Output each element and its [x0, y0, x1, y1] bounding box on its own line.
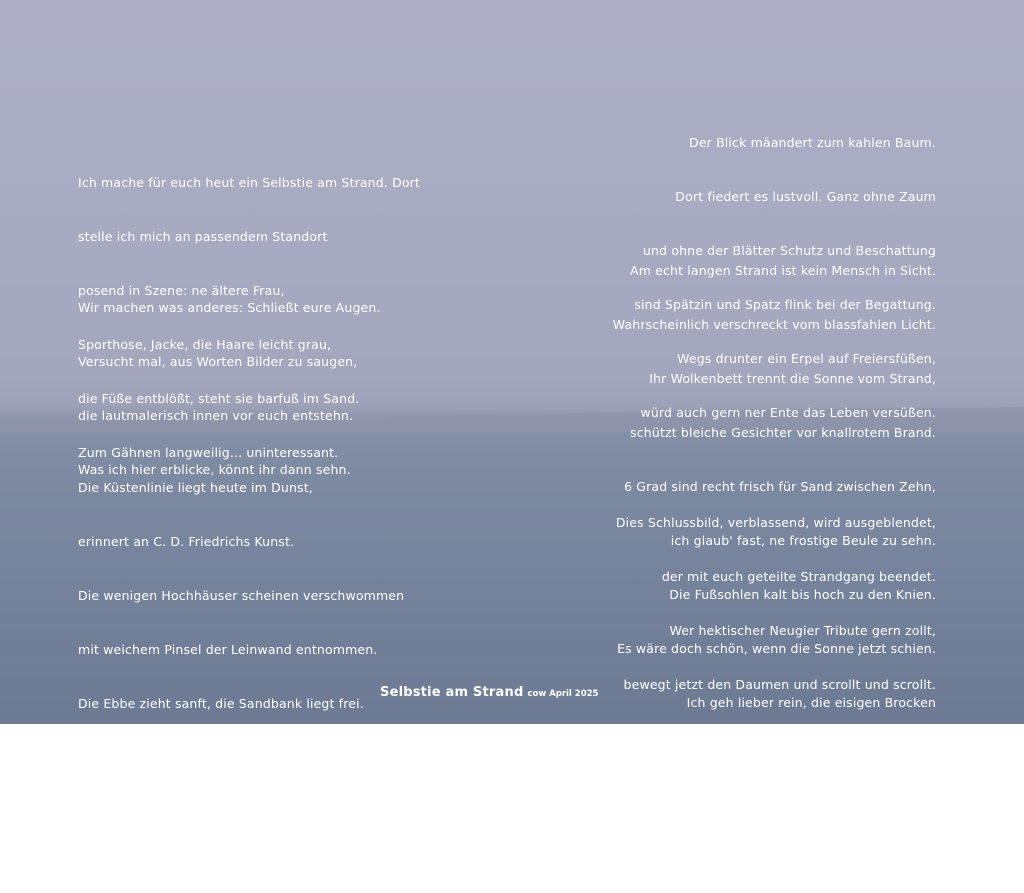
poem-title: Selbstie am Strand [380, 685, 524, 700]
poem-line: Die Küstenlinie liegt heute im Dunst, [78, 480, 313, 495]
poem-line: brauchen Heißwasser und wärmende Socken. [644, 749, 936, 764]
poem-line: 6 Grad sind recht frisch für Sand zwischen Zehn, [624, 479, 936, 494]
poem-line: erinnert an C. D. Friedrichs Kunst. [78, 534, 295, 549]
poem-line: die Möwe von oben den Algensalat, [78, 804, 306, 819]
poem-line: und ohne der Blätter Schutz und Beschattung [642, 243, 936, 258]
poem-line: Wer hektischer Neugier Tribute gern zollt, [669, 623, 936, 638]
poem-line: Versucht mal, aus Worten Bilder zu saugen, [78, 354, 358, 369]
poem-line: Der Blick mäandert zum kahlen Baum. [689, 135, 936, 150]
footer [380, 681, 598, 700]
poem-line: die Füße entblößt, steht sie barfuß im Sand. [78, 391, 360, 406]
poem-line: Die Ebbe zieht sanft, die Sandbank liegt frei. [78, 696, 364, 711]
poem-stanza [78, 443, 404, 893]
poem-line: posend in Szene: ne ältere Frau, [78, 283, 285, 298]
poem-line: Wegs drunter ein Erpel auf Freiersfüßen, [677, 351, 936, 366]
poem-line: stelle ich mich an passendem Standort [78, 229, 328, 244]
poem-line: Die wenigen Hochhäuser scheinen verschwommen [78, 588, 405, 603]
poem-line: schützt bleiche Gesichter vor knallrotem Brand. [630, 425, 936, 440]
poem-line: Was ich hier erblicke, könnt ihr dann sehn. [78, 462, 351, 477]
poem-line: bewegt jetzt den Daumen und scrollt und scrollt. [623, 677, 936, 692]
poem-stanza [616, 478, 936, 820]
poem-line: ich glaub' fast, ne frostige Beule zu sehn. [670, 533, 936, 548]
poem-line: die lautmalerisch innen vor euch entstehn. [78, 408, 354, 423]
poem-line: Ihr Wolkenbett trennt die Sonne vom Strand, [649, 371, 936, 386]
poem-line: Wer nicht, lässt nach diesem Belangloses-Teilen [630, 731, 936, 746]
poem-line: Zum Gähnen langweilig... uninteressant. [78, 445, 339, 460]
poem-line: Die Fußsohlen kalt bis hoch zu den Knien. [669, 587, 936, 602]
poem-line: Es wäre doch schön, wenn die Sonne jetzt schien. [617, 641, 936, 656]
poem-line: den Eindruck genießend zwanglos verweilen. [647, 785, 936, 800]
poem-line: Wahrscheinlich verschreckt vom blassfahlen Licht. [612, 317, 936, 332]
poem-line: der mit euch geteilte Strandgang beendet. [661, 569, 936, 584]
author-credit: cow April 2025 [527, 689, 599, 699]
poem-line: Wir machen was anderes: Schließt eure Augen. [78, 300, 381, 315]
poem-line: hält er Muscheln zum zweiten Frühstück parat? [78, 858, 381, 873]
poem-line: Dort fiedert es lustvoll. Ganz ohne Zaum [675, 189, 936, 204]
poem-line: Am echt langen Strand ist kein Mensch in Sicht. [630, 263, 936, 278]
poem-line: Ich mache für euch heut ein Selbstie am Strand. Dort [78, 175, 420, 190]
poem-line: Ich geh lieber rein, die eisigen Brocken [686, 695, 936, 710]
poem-line: sind Spätzin und Spatz flink bei der Begattung. [634, 297, 936, 312]
poem-line: mit weichem Pinsel der Leinwand entnommen. [78, 642, 378, 657]
poem-line: Dies Schlussbild, verblassend, wird ausgeblendet, [615, 515, 936, 530]
poem-line: Sporthose, Jacke, die Haare leicht grau, [78, 337, 332, 352]
poem-line: würd auch gern ner Ente das Leben versüßen. [640, 405, 936, 420]
poem-line: Hunger im Blick scannt mit luftigem Schrei [78, 750, 353, 765]
